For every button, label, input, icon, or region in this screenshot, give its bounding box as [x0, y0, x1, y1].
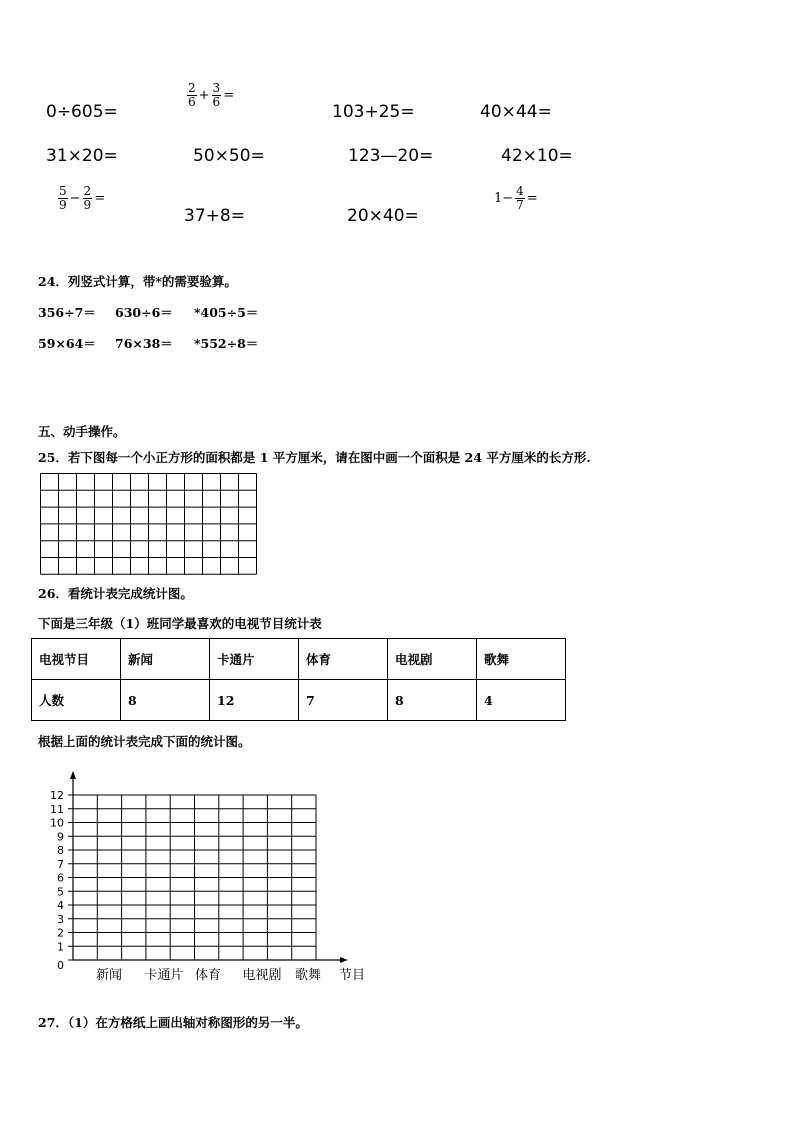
q24-item: *405÷5＝	[194, 305, 259, 320]
q24-item: 76×38＝	[115, 336, 173, 351]
y-tick-label: 12	[50, 789, 64, 802]
y-tick-label: 1	[57, 940, 64, 954]
y-tick-labels	[50, 789, 64, 972]
table-cell: 电视剧	[388, 639, 477, 680]
bar-chart[interactable]	[30, 765, 375, 985]
table-cell: 12	[210, 680, 299, 721]
table-cell: 歌舞	[477, 639, 566, 680]
x-tick-label: 卡通片	[144, 968, 184, 983]
y-tick-label: 4	[57, 899, 64, 912]
y-tick-label: 0	[57, 959, 64, 972]
chart-instruction: 根据上面的统计表完成下面的统计图。	[38, 734, 251, 749]
calc-r3-2: 20×40=	[347, 206, 419, 226]
q25-title: 25．若下图每一个小正方形的面积都是 1 平方厘米，请在图中画一个面积是 24 平方厘米的长方形.	[38, 450, 591, 465]
table-cell: 卡通片	[210, 639, 299, 680]
q27-title: 27．（1）在方格纸上画出轴对称图形的另一半。	[38, 1015, 308, 1030]
fraction: $\frac{4}{7}$	[516, 184, 524, 212]
table-caption: 下面是三年级（1）班同学最喜欢的电视节目统计表	[38, 616, 322, 631]
x-tick-labels	[96, 967, 365, 983]
fraction-expr-3: 1− $\frac{4}{7}$ =	[494, 184, 538, 212]
fraction: $\frac{5}{9}$	[59, 184, 67, 212]
fraction-expr-2: $\frac{5}{9}$ − $\frac{2}{9}$ =	[59, 184, 106, 212]
table-header-cell: 电视节目	[32, 639, 121, 680]
drawing-grid[interactable]	[40, 473, 260, 575]
y-tick-label: 9	[57, 830, 64, 844]
table-row	[32, 639, 566, 680]
x-tick-label: 体育	[194, 968, 222, 983]
chart-axes	[70, 771, 348, 963]
x-axis-arrow	[340, 957, 348, 963]
y-tick-label: 11	[50, 802, 64, 816]
calc-r1-1: 0÷605=	[46, 102, 118, 122]
y-tick-label: 7	[57, 857, 64, 871]
table-cell: 8	[121, 680, 210, 721]
y-axis-arrow	[70, 771, 76, 779]
fraction: $\frac{2}{9}$	[83, 184, 92, 212]
y-tick-label: 8	[57, 844, 64, 857]
y-tick-label: 2	[57, 926, 64, 940]
y-tick-label: 6	[57, 871, 64, 885]
q24-item: 356÷7＝	[38, 305, 96, 320]
table-header-cell: 人数	[32, 680, 121, 721]
fraction: $\frac{3}{6}$	[212, 81, 221, 109]
fraction-expr-1: $\frac{2}{6}$ + $\frac{3}{6}$ =	[188, 81, 235, 109]
x-tick-label: 新闻	[95, 968, 123, 983]
x-tick-label: 歌舞	[294, 968, 322, 983]
q24-item: 630÷6＝	[115, 305, 173, 320]
x-axis-title: 节目	[338, 968, 366, 983]
table-cell: 4	[477, 680, 566, 721]
q26-title: 26．看统计表完成统计图。	[38, 586, 193, 601]
calc-r1-3: 40×44=	[480, 102, 552, 122]
calc-r2-1: 31×20=	[46, 146, 118, 166]
y-tick-label: 10	[50, 816, 64, 830]
x-tick-label: 电视剧	[242, 968, 282, 983]
q24-title: 24．列竖式计算，带*的需要验算。	[38, 274, 237, 289]
calc-r2-3: 123—20=	[348, 146, 434, 166]
calc-r3-1: 37+8=	[184, 206, 245, 226]
calc-r2-2: 50×50=	[193, 146, 265, 166]
calc-r2-4: 42×10=	[501, 146, 573, 166]
q24-item: 59×64＝	[38, 336, 96, 351]
section-heading: 五、动手操作。	[38, 424, 126, 439]
table-row	[32, 680, 566, 721]
y-tick-label: 5	[57, 885, 64, 899]
table-cell: 新闻	[121, 639, 210, 680]
table-cell: 体育	[299, 639, 388, 680]
table-cell: 8	[388, 680, 477, 721]
chart-grid	[68, 795, 316, 960]
table-cell: 7	[299, 680, 388, 721]
y-tick-label: 3	[57, 912, 64, 926]
q24-item: *552÷8＝	[194, 336, 259, 351]
calc-r1-2: 103+25=	[332, 102, 415, 122]
stat-table	[31, 638, 566, 721]
fraction: $\frac{2}{6}$	[188, 81, 196, 109]
